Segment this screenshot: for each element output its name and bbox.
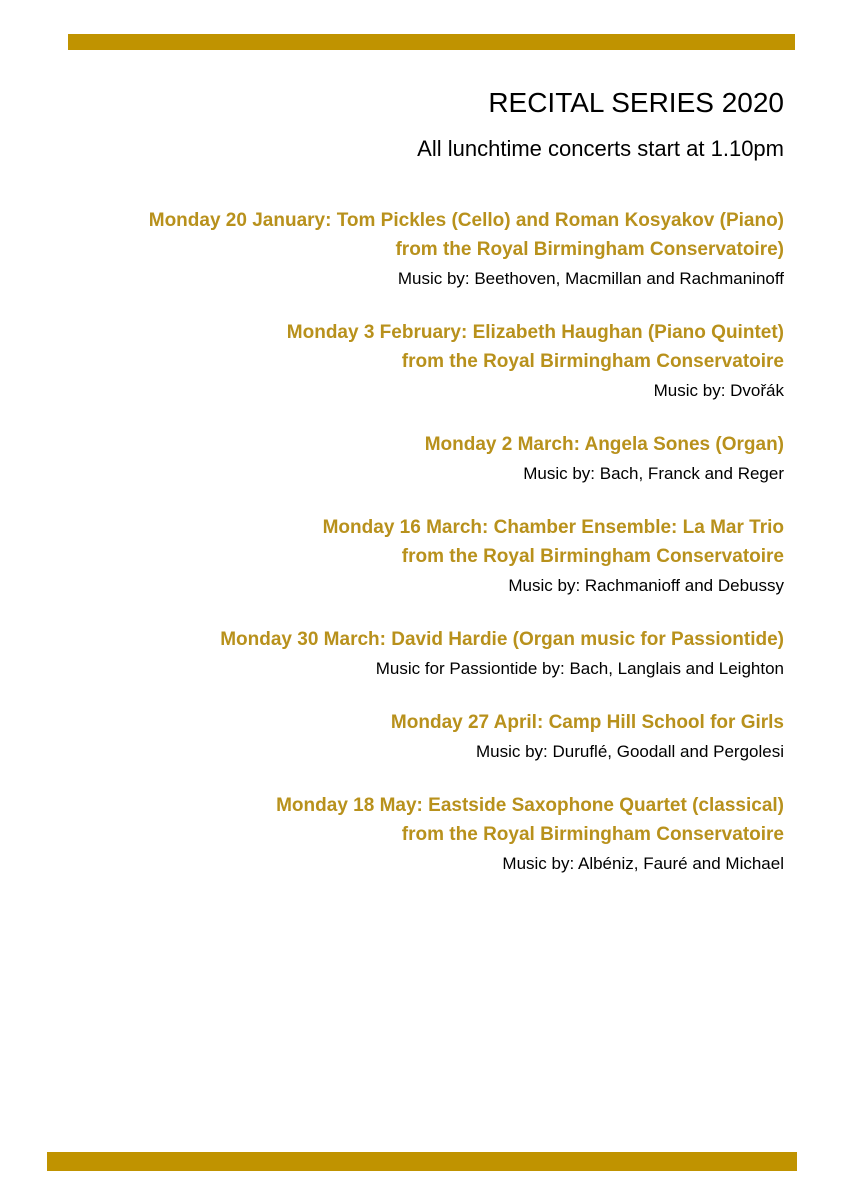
event-item bbox=[30, 708, 784, 766]
event-heading-line: from the Royal Birmingham Conservatoire bbox=[401, 545, 784, 567]
event-item bbox=[30, 513, 784, 600]
event-music: Music by: Beethoven, Macmillan and Rachmaninoff bbox=[397, 268, 784, 288]
event-list bbox=[30, 206, 784, 878]
event-music: Music by: Rachmanioff and Debussy bbox=[508, 575, 784, 595]
recital-flyer bbox=[30, 86, 784, 903]
event-item bbox=[30, 791, 784, 878]
event-item bbox=[30, 430, 784, 488]
page-title: RECITAL SERIES 2020 bbox=[488, 87, 784, 118]
event-heading-line: Monday 30 March: David Hardie (Organ music for Passiontide) bbox=[220, 628, 784, 650]
top-decorative-bar bbox=[68, 34, 795, 50]
event-music: Music for Passiontide by: Bach, Langlais and Leighton bbox=[375, 658, 784, 678]
event-music: Music by: Albéniz, Fauré and Michael bbox=[502, 853, 784, 873]
event-heading-line: from the Royal Birmingham Conservatoire bbox=[401, 823, 784, 845]
event-heading-line: Monday 18 May: Eastside Saxophone Quartet (classical) bbox=[276, 794, 784, 816]
event-heading-line: from the Royal Birmingham Conservatoire bbox=[401, 350, 784, 372]
event-music: Music by: Dvořák bbox=[653, 380, 784, 400]
event-heading-line: from the Royal Birmingham Conservatoire) bbox=[395, 238, 784, 260]
event-music: Music by: Duruflé, Goodall and Pergolesi bbox=[475, 741, 784, 761]
page-subtitle: All lunchtime concerts start at 1.10pm bbox=[417, 135, 784, 161]
event-heading-line: Monday 2 March: Angela Sones (Organ) bbox=[424, 433, 784, 455]
event-item bbox=[30, 318, 784, 405]
event-heading-line: Monday 16 March: Chamber Ensemble: La Mar Trio bbox=[322, 516, 784, 538]
event-heading-line: Monday 3 February: Elizabeth Haughan (Piano Quintet) bbox=[286, 321, 784, 343]
event-heading-line: Monday 27 April: Camp Hill School for Girls bbox=[390, 711, 784, 733]
bottom-decorative-bar bbox=[47, 1152, 797, 1171]
event-music: Music by: Bach, Franck and Reger bbox=[523, 463, 784, 483]
event-item bbox=[30, 206, 784, 293]
event-heading-line: Monday 20 January: Tom Pickles (Cello) and Roman Kosyakov (Piano) bbox=[148, 209, 784, 231]
event-item bbox=[30, 625, 784, 683]
